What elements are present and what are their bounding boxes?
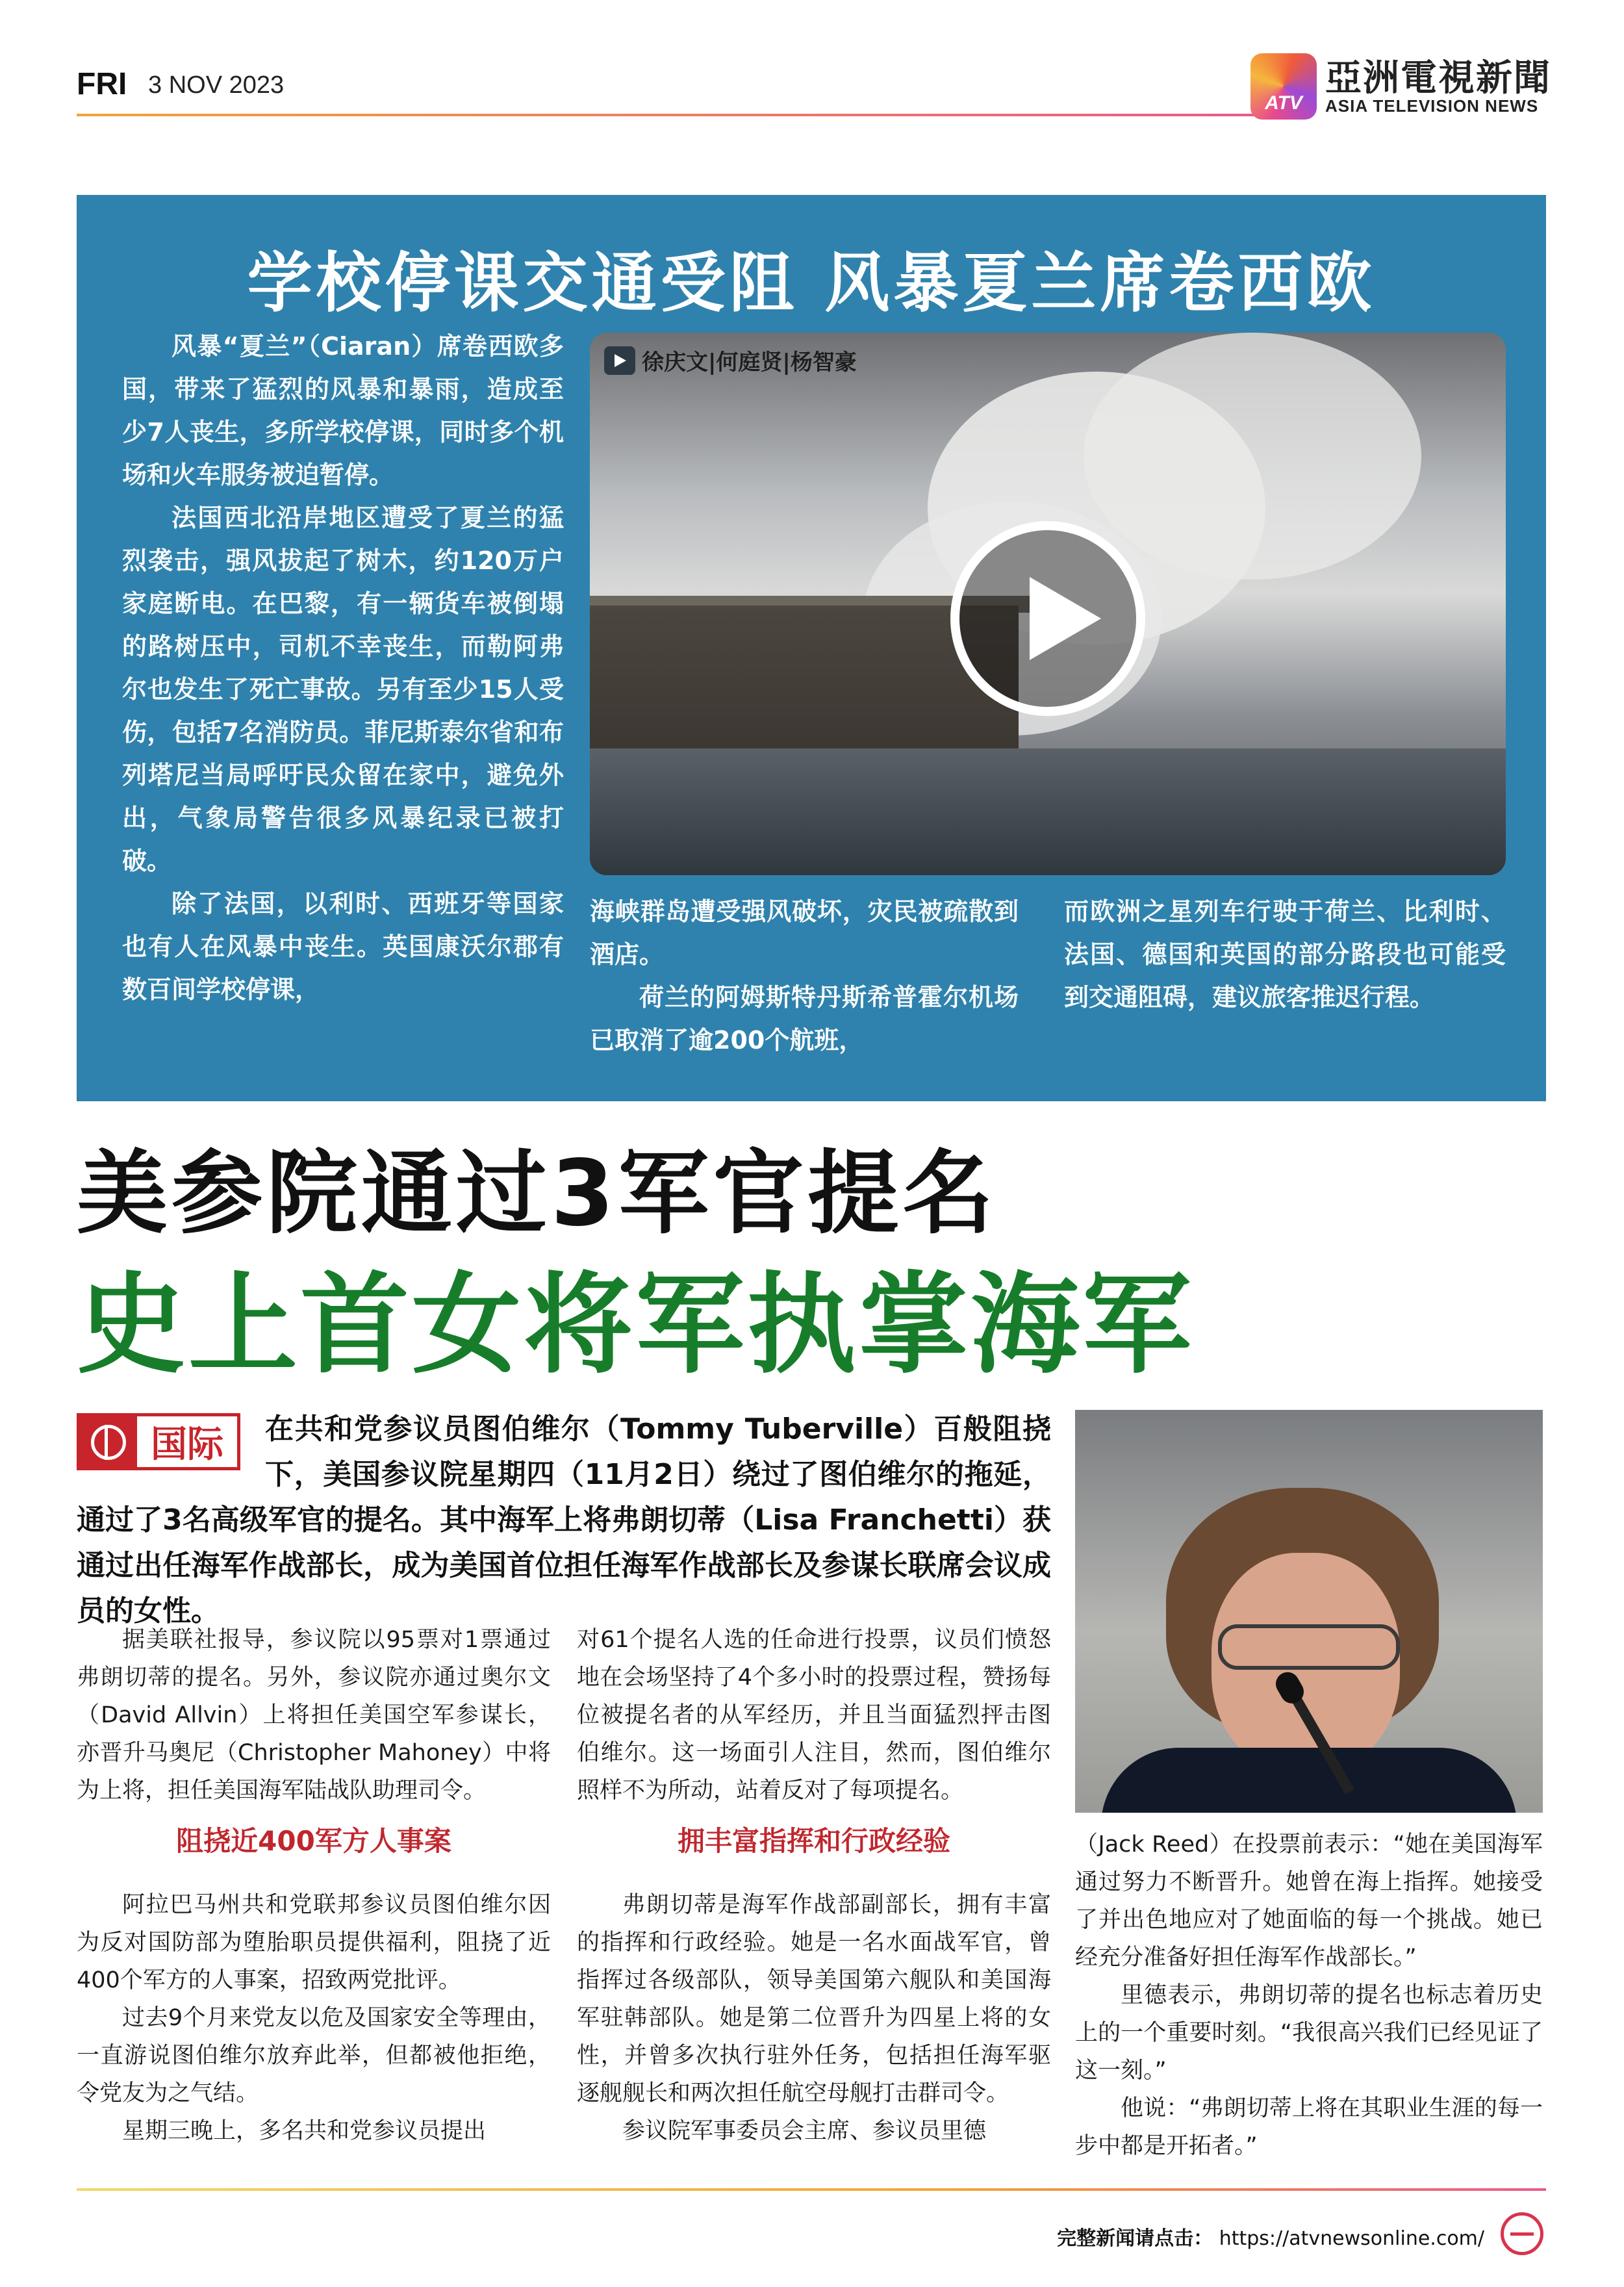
photo-uniform xyxy=(1101,1748,1517,1813)
photo-glasses xyxy=(1218,1624,1400,1670)
body-paragraph: 里德表示，弗朗切蒂的提名也标志着历史上的一个重要时刻。“我很高兴我们已经见证了这一刻。” xyxy=(1075,1982,1543,2084)
sea xyxy=(590,748,1506,875)
storm-video-thumbnail[interactable] xyxy=(590,333,1506,875)
storm-paragraph: 而欧洲之星列车行驶于荷兰、比利时、法国、德国和英国的部分路段也可能受到交通阻碍，建议旅客推迟行程。 xyxy=(1064,897,1506,1012)
body-paragraph: 他说：“弗朗切蒂上将在其职业生涯的每一步中都是开拓者。” xyxy=(1075,2095,1543,2159)
subhead-experience: 拥丰富指挥和行政经验 xyxy=(677,1825,950,1857)
globe-icon xyxy=(80,1416,137,1467)
navy-headline-secondary: 史上首女将军执掌海军 xyxy=(77,1261,1194,1388)
body-paragraph: 过去9个月来党友以危及国家安全等理由，一直游说图伯维尔放弃此举，但都被他拒绝，令党友为之气结。 xyxy=(77,2005,551,2106)
weekday: FRI xyxy=(77,67,127,101)
body-paragraph: 对61个提名人选的任命进行投票，议员们愤怒地在会场坚持了4个多小时的投票过程，赞扬每位被提名者的从军经历，并且当面猛烈抨击图伯维尔。这一场面引人注目，然而，图伯维尔照样不为所动，站着反对了每项提名。 xyxy=(577,1627,1051,1804)
franchetti-photo xyxy=(1075,1410,1543,1813)
video-camera-icon xyxy=(604,346,635,375)
storm-column-2 xyxy=(590,890,1019,1062)
video-credit-names: 徐庆文|何庭贤|杨智豪 xyxy=(642,350,857,376)
navy-column-1 xyxy=(77,1621,551,2150)
footer-divider xyxy=(77,2188,1546,2191)
storm-story-box xyxy=(77,195,1546,1101)
atv-logo-icon xyxy=(1250,53,1317,120)
body-paragraph: 弗朗切蒂是海军作战部副部长，拥有丰富的指挥和行政经验。她是一名水面战军官，曾指挥过各级部队，领导美国第六舰队和美国海军驻韩部队。她是第二位晋升为四星上将的女性，并曾多次执行驻外任务，包括担任海军驱逐舰舰长和两次担任航空母舰打击群司令。 xyxy=(577,1892,1051,2106)
navy-headline-main: 美参院通过3军官提名 xyxy=(77,1141,998,1247)
footer-link[interactable] xyxy=(1057,2222,1484,2251)
storm-paragraph: 荷兰的阿姆斯特丹斯希普霍尔机场已取消了逾200个航班， xyxy=(590,983,1019,1054)
navy-column-3 xyxy=(1075,1826,1543,2165)
body-paragraph: 参议院军事委员会主席、参议员里德 xyxy=(622,2118,987,2144)
storm-column-1 xyxy=(122,325,564,1011)
wave-spray xyxy=(1084,333,1421,580)
storm-paragraph: 海峡群岛遭受强风破坏，灾民被疏散到酒店。 xyxy=(590,897,1019,969)
footer-label: 完整新闻请点击： xyxy=(1057,2227,1213,2250)
subhead-blocking: 阻挠近400军方人事案 xyxy=(176,1825,451,1857)
body-paragraph: 阿拉巴马州共和党联邦参议员图伯维尔因为反对国防部为堕胎职员提供福利，阻挠了近400个军方的人事案，招致两党批评。 xyxy=(77,1892,551,1993)
header-divider xyxy=(77,114,1265,116)
storm-paragraph: 法国西北沿岸地区遭受了夏兰的猛烈袭击，强风拔起了树木，约120万户家庭断电。在巴黎，有一辆货车被倒塌的路树压中，司机不幸丧生，而勒阿弗尔也发生了死亡事故。另有至少15人受伤，包括7名消防员。菲尼斯泰尔省和布列塔尼当局呼吁民众留在家中，避免外出，气象局警告很多风暴纪录已被打破。 xyxy=(122,504,564,875)
video-credit xyxy=(604,344,857,376)
storm-paragraph: 风暴“夏兰”（Ciaran）席卷西欧多国，带来了猛烈的风暴和暴雨，造成至少7人丧生，多所学校停课，同时多个机场和火车服务被迫暂停。 xyxy=(122,332,564,489)
storm-headline: 学校停课交通受阻 风暴夏兰席卷西欧 xyxy=(247,245,1376,321)
storm-paragraph: 除了法国，以利时、西班牙等国家也有人在风暴中丧生。英国康沃尔郡有数百间学校停课， xyxy=(122,889,564,1004)
logo-chinese-name: 亞洲電視新聞 xyxy=(1325,57,1551,99)
section-tag-label: 国际 xyxy=(151,1424,223,1466)
logo-badge: ATV xyxy=(1265,92,1302,114)
section-tag-international[interactable] xyxy=(77,1413,240,1470)
navy-column-2 xyxy=(577,1621,1051,2150)
body-paragraph: 据美联社报导，参议院以95票对1票通过弗朗切蒂的提名。另外，参议院亦通过奥尔文（David Allvin）上将担任美国空军参谋长，亦晋升马奥尼（Christopher Mahoney）中将为上将，担任美国海军陆战队助理司令。 xyxy=(77,1627,551,1804)
globe-click-icon[interactable] xyxy=(1501,2212,1543,2255)
lead-text: 在共和党参议员图伯维尔（Tommy Tuberville）百般阻挠下，美国参议院星期四（11月2日）绕过了图伯维尔的拖延，通过了3名高级军官的提名。其中海军上将弗朗切蒂（Lisa Franchetti）获通过出任海军作战部长，成为美国首位担任海军作战部长及参谋长联席会议成员的女性。 xyxy=(77,1412,1051,1628)
issue-date: 3 NOV 2023 xyxy=(148,71,285,99)
logo-english-name: ASIA TELEVISION NEWS xyxy=(1325,96,1539,116)
play-icon[interactable] xyxy=(950,521,1145,716)
body-paragraph: 星期三晚上，多名共和党参议员提出 xyxy=(122,2118,487,2144)
footer-url[interactable]: https://atvnewsonline.com/ xyxy=(1219,2227,1484,2250)
body-paragraph: （Jack Reed）在投票前表示：“她在美国海军通过努力不断晋升。她曾在海上指挥。她接受了并出色地应对了她面临的每一个挑战。她已经充分准备好担任海军作战部长。” xyxy=(1075,1832,1543,1971)
storm-column-3 xyxy=(1064,890,1506,1019)
